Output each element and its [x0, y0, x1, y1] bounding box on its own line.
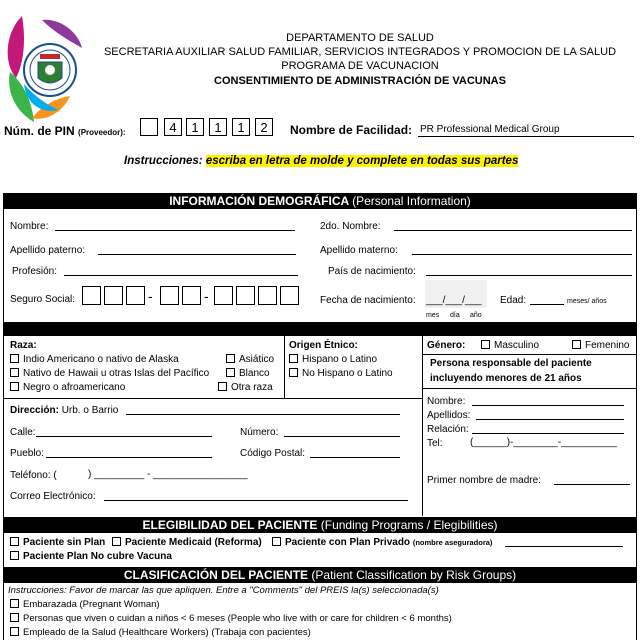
segundo-nombre-field[interactable]: [394, 230, 632, 231]
codigo-postal-label: Código Postal:: [240, 448, 306, 459]
pin-digit-box[interactable]: [140, 118, 158, 136]
responsable-tel-field[interactable]: (______)-________-__________: [470, 437, 617, 448]
class-item-cuidan-ninos[interactable]: Personas que viven o cuidan a niños < 6 meses (People who live with or care for children < 6 months): [10, 613, 452, 624]
raza-option-indio[interactable]: Indio Americano o nativo de Alaska: [10, 354, 179, 365]
elig-no-cubre[interactable]: Paciente Plan No cubre Vacuna: [10, 551, 172, 562]
seguro-social-label: Seguro Social:: [10, 294, 76, 305]
aseguradora-field[interactable]: [505, 546, 623, 547]
telefono-label: Teléfono: (: [10, 470, 57, 481]
responsable-apellidos-label: Apellidos:: [427, 410, 471, 421]
pin-digit-box[interactable]: 4: [164, 118, 182, 136]
origen-option-hispano[interactable]: Hispano o Latino: [289, 354, 377, 365]
pin-digit-box[interactable]: 2: [255, 118, 273, 136]
ssn-digit-box[interactable]: [214, 286, 233, 305]
ssn-digit-box[interactable]: [160, 286, 179, 305]
raza-option-otra[interactable]: Otra raza: [218, 382, 273, 393]
calle-field[interactable]: [36, 436, 212, 437]
raza-option-negro[interactable]: Negro o afroamericano: [10, 382, 125, 393]
checkbox[interactable]: [112, 537, 121, 546]
form-title: CONSENTIMIENTO DE ADMINISTRACIÓN DE VACUNAS: [214, 75, 506, 87]
raza-origen-divider: [284, 336, 285, 398]
madre-label: Primer nombre de madre:: [427, 475, 541, 486]
pin-label: Núm. de PIN (Proveedor):: [4, 124, 126, 138]
apellido-paterno-field[interactable]: [98, 254, 296, 255]
calle-label: Calle:: [10, 427, 36, 438]
raza-bottom-border: [3, 398, 423, 399]
correo-label: Correo Electrónico:: [10, 491, 96, 502]
ssn-digit-box[interactable]: [104, 286, 123, 305]
segundo-nombre-label: 2do. Nombre:: [320, 221, 381, 232]
checkbox[interactable]: [10, 354, 19, 363]
responsable-apellidos-field[interactable]: [476, 419, 624, 420]
ssn-digit-box[interactable]: [82, 286, 101, 305]
checkbox[interactable]: [289, 368, 298, 377]
class-item-empleado-salud[interactable]: Empleado de la Salud (Healthcare Workers) (Trabaja con pacientes): [10, 627, 311, 638]
responsable-title-border: [422, 388, 637, 389]
facility-label: Nombre de Facilidad:: [290, 123, 413, 137]
elig-privado[interactable]: Paciente con Plan Privado (nombre aseguradora): [272, 537, 492, 548]
class-item-embarazada[interactable]: Embarazada (Pregnant Woman): [10, 599, 160, 610]
direccion-label: Dirección: Urb. o Barrio: [10, 405, 119, 416]
checkbox[interactable]: [226, 354, 235, 363]
responsable-subtitle: incluyendo menores de 21 años: [430, 373, 582, 384]
origen-genero-divider: [422, 336, 423, 516]
facility-underline: [418, 136, 634, 137]
checkbox[interactable]: [10, 551, 19, 560]
department-title: DEPARTAMENTO DE SALUD: [286, 32, 434, 44]
responsable-relacion-label: Relación:: [427, 424, 469, 435]
elig-medicaid[interactable]: Paciente Medicaid (Reforma): [112, 537, 262, 548]
secretaria-title: SECRETARIA AUXILIAR SALUD FAMILIAR, SERVICIOS INTEGRADOS Y PROMOCION DE LA SALUD: [103, 46, 617, 58]
checkbox[interactable]: [10, 537, 19, 546]
edad-field[interactable]: [530, 304, 564, 305]
edad-unit: meses/ años: [567, 298, 607, 305]
numero-label: Número:: [240, 427, 279, 438]
nombre-field[interactable]: [55, 230, 295, 231]
responsable-nombre-label: Nombre:: [427, 396, 466, 407]
checkbox[interactable]: [272, 537, 281, 546]
ssn-digit-box[interactable]: [236, 286, 255, 305]
birthdate-day-label: día: [450, 312, 460, 319]
pin-digit-box[interactable]: 1: [232, 118, 250, 136]
raza-title: Raza:: [10, 340, 37, 351]
birthdate-month-label: mes: [426, 312, 440, 319]
ssn-digit-box[interactable]: [126, 286, 145, 305]
genero-option-masculino[interactable]: Masculino: [481, 340, 539, 351]
raza-option-asiatico[interactable]: Asiático: [226, 354, 274, 365]
urb-field[interactable]: [126, 414, 400, 415]
pais-field[interactable]: [426, 275, 632, 276]
profesion-field[interactable]: [64, 275, 298, 276]
program-title: PROGRAMA DE VACUNACION: [281, 60, 439, 72]
responsable-title: Persona responsable del paciente: [430, 358, 592, 369]
origen-title: Origen Étnico:: [289, 340, 358, 351]
fecha-nacimiento-label: Fecha de nacimiento:: [320, 295, 416, 306]
apellido-materno-field[interactable]: [412, 254, 632, 255]
birthdate-year-label: año: [470, 312, 482, 319]
numero-field[interactable]: [284, 436, 400, 437]
ssn-dash: -: [148, 288, 153, 304]
birthdate-slots: ___/___/___: [426, 295, 482, 306]
madre-field[interactable]: [554, 484, 630, 485]
profesion-label: Profesión:: [12, 266, 58, 277]
codigo-postal-field[interactable]: [310, 457, 400, 458]
apellido-paterno-label: Apellido paterno:: [10, 245, 86, 256]
raza-option-hawaii[interactable]: Nativo de Hawaii u otras Islas del Pacífico: [10, 368, 209, 379]
classification-instructions: Instrucciones: Favor de marcar las que apliquen. Entre a "Comments" del PREIS la(s) seleccionada(s): [8, 585, 439, 596]
genero-title: Género:: [427, 340, 466, 351]
responsable-relacion-field[interactable]: [472, 433, 624, 434]
pin-digit-box[interactable]: 1: [209, 118, 227, 136]
checkbox[interactable]: [10, 599, 19, 608]
ssn-digit-box[interactable]: [280, 286, 299, 305]
raza-option-blanco[interactable]: Blanco: [226, 368, 270, 379]
correo-field[interactable]: [104, 500, 408, 501]
edad-label: Edad:: [500, 295, 527, 306]
checkbox[interactable]: [572, 340, 581, 349]
checkbox[interactable]: [289, 354, 298, 363]
genero-option-femenino[interactable]: Femenino: [572, 340, 629, 351]
checkbox[interactable]: [10, 368, 19, 377]
responsable-tel-label: Tel:: [427, 438, 443, 449]
checkbox[interactable]: [226, 368, 235, 377]
apellido-materno-label: Apellido materno:: [320, 245, 398, 256]
ssn-digit-box[interactable]: [182, 286, 201, 305]
origen-option-no-hispano[interactable]: No Hispano o Latino: [289, 368, 393, 379]
facility-value[interactable]: PR Professional Medical Group: [420, 124, 560, 135]
pueblo-label: Pueblo:: [10, 448, 44, 459]
pin-digit-box[interactable]: 1: [186, 118, 204, 136]
pueblo-field[interactable]: [46, 457, 212, 458]
elig-sin-plan[interactable]: Paciente sin Plan: [10, 537, 105, 548]
checkbox[interactable]: [481, 340, 490, 349]
demographic-section-header: INFORMACIÓN DEMOGRÁFICA (Personal Information): [3, 193, 637, 209]
telefono-field[interactable]: ) _________ - _________________: [88, 469, 248, 480]
pais-label: País de nacimiento:: [328, 266, 416, 277]
checkbox[interactable]: [10, 613, 19, 622]
instructions-line: Instrucciones: escriba en letra de molde y complete en todas sus partes: [124, 155, 519, 167]
checkbox[interactable]: [10, 382, 19, 391]
genero-bottom-border: [422, 354, 637, 355]
checkbox[interactable]: [10, 627, 19, 636]
section-separator-bar: [3, 322, 637, 336]
nombre-label: Nombre:: [10, 221, 49, 232]
eligibility-section-header: ELEGIBILIDAD DEL PACIENTE (Funding Programs / Elegibilities): [3, 517, 637, 533]
ssn-digit-box[interactable]: [258, 286, 277, 305]
ssn-dash: -: [204, 288, 209, 304]
classification-section-header: CLASIFICACIÓN DEL PACIENTE (Patient Classification by Risk Groups): [3, 567, 637, 583]
responsable-nombre-field[interactable]: [472, 405, 624, 406]
checkbox[interactable]: [218, 382, 227, 391]
